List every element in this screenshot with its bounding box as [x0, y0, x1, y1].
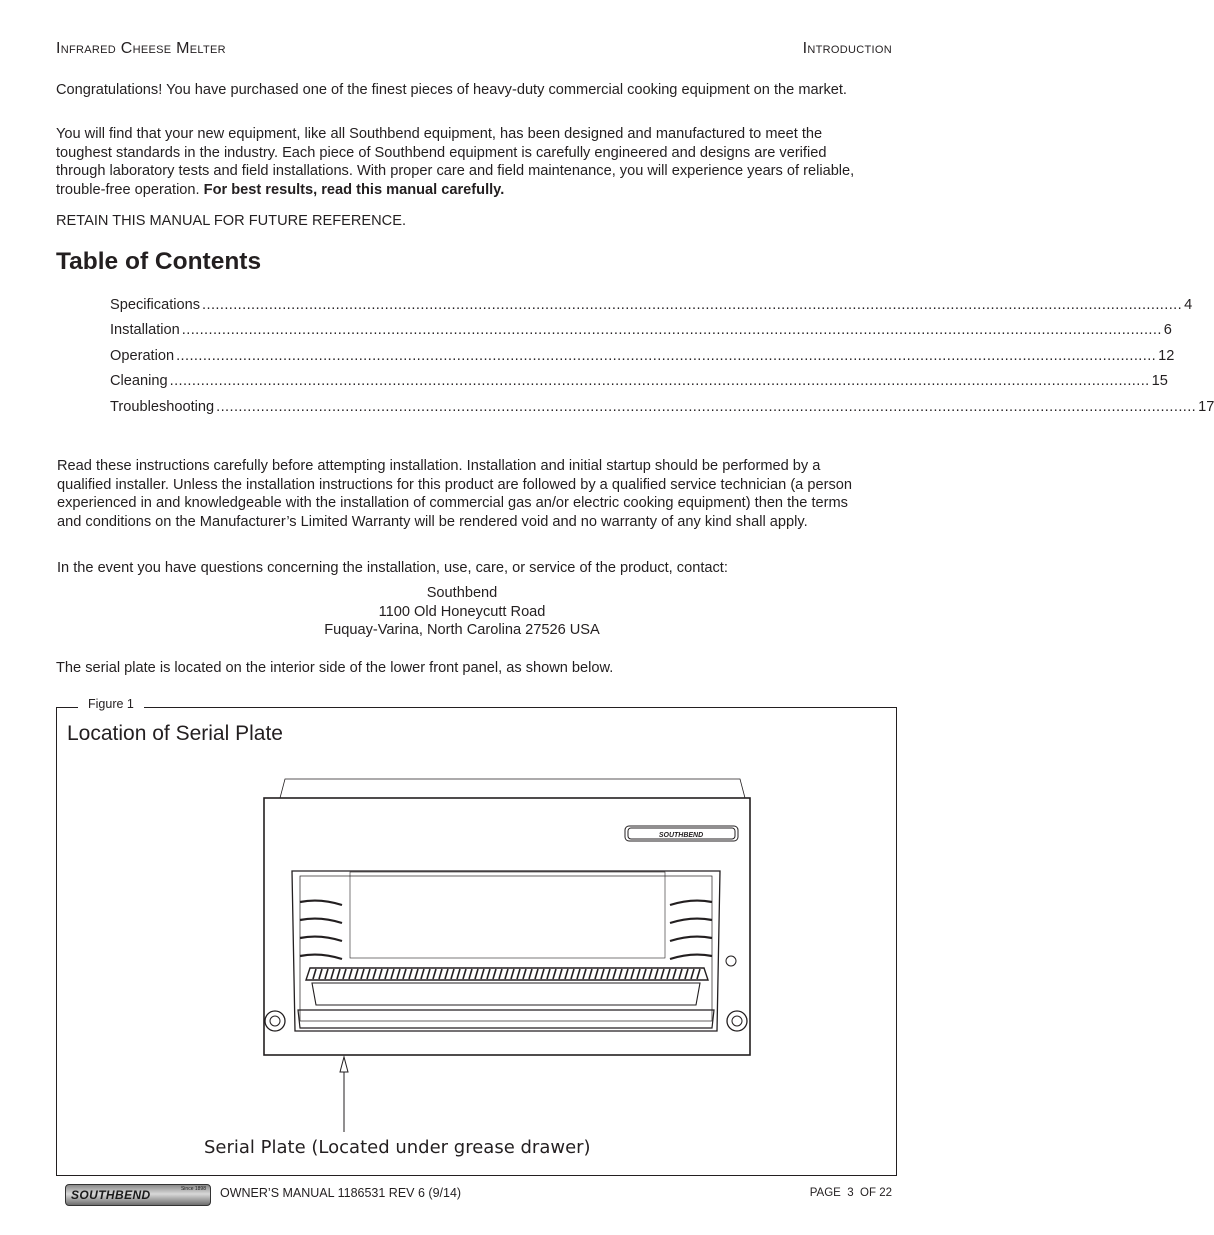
grid-bar — [463, 969, 466, 979]
grid-bar — [343, 969, 346, 979]
grid-bar — [613, 969, 616, 979]
grid-bar — [367, 969, 370, 979]
grid-bar — [631, 969, 634, 979]
figure-label: Figure 1 — [78, 697, 144, 711]
grid-bar — [625, 969, 628, 979]
grid-bar — [385, 969, 388, 979]
grid-bar — [331, 969, 334, 979]
toc-item-label: Troubleshooting — [110, 399, 215, 415]
grid-bar — [325, 969, 328, 979]
toc-leader-dots: ............................................................................................................................................................................................................................ — [202, 297, 1183, 313]
grid-bar — [619, 969, 622, 979]
header-right-title: Introduction — [802, 40, 892, 57]
toc-item-page: 4 — [1184, 297, 1193, 313]
grease-drawer — [312, 983, 700, 1005]
toc-leader-dots: ............................................................................................................................................................................................................................ — [181, 322, 1162, 338]
grid-bar — [523, 969, 526, 979]
install-paragraph: Read these instructions carefully before attempting installation. Installation and initial startup should be performed by a qualified installer. Unless the installation instructions for this product are followed by a qualified service technician (a person experienced in and knowledgeable with the installation of commercial gas an/or electric cooking equipment) then the terms and conditions on the Manufacturer’s Limited Warranty will be rendered void and no warranty of any kind shall apply. — [57, 458, 852, 530]
right-rack-rails — [670, 901, 712, 959]
grid-bar — [595, 969, 598, 979]
contact-paragraph: In the event you have questions concerning the installation, use, care, or service of the product, contact: — [57, 560, 728, 576]
address-line-city: Fuquay-Varina, North Carolina 27526 USA — [324, 622, 600, 639]
grid-bar — [607, 969, 610, 979]
serial-plate-callout: Serial Plate (Located under grease drawer) — [204, 1137, 591, 1158]
grid-bar — [355, 969, 358, 979]
footer-page-label: PAGE — [809, 1187, 841, 1199]
grid-bar — [349, 969, 352, 979]
intro-paragraph-1: Congratulations! You have purchased one of the finest pieces of heavy-duty commercial cooking equipment on the market. — [56, 82, 847, 98]
intro-paragraph-2-text: You will find that your new equipment, like all Southbend equipment, has been designed and manufactured to meet the toughest standards in the industry. Each piece of Southbend equipment is carefully engineered and designs are verified through laboratory tests and field installations. With proper care and field maintenance, you will experience years of reliable, trouble-free operation. — [56, 126, 855, 198]
grid-bar — [589, 969, 592, 979]
left-rack-rails — [300, 901, 342, 959]
grid-bar — [601, 969, 604, 979]
grid-bar — [583, 969, 586, 979]
nameplate-badge-text: SOUTHBEND — [658, 832, 704, 839]
grid-bar — [427, 969, 430, 979]
serial-plate-note: The serial plate is located on the interior side of the lower front panel, as shown below. — [56, 660, 614, 676]
grid-bar — [505, 969, 508, 979]
footer-manual-ref: OWNER’S MANUAL 1186531 REV 6 (9/14) — [220, 1186, 462, 1200]
footer-total-pages: 22 — [879, 1187, 892, 1199]
grid-bar — [487, 969, 490, 979]
grid-bar — [697, 969, 700, 979]
footer-page-number: 3 — [847, 1187, 854, 1199]
toc-item-page: 15 — [1151, 373, 1168, 389]
grid-bar — [391, 969, 394, 979]
address-line-company: Southbend — [426, 585, 498, 601]
left-control-knob — [265, 1011, 285, 1031]
toc-heading: Table of Contents — [56, 248, 262, 275]
grid-bar — [445, 969, 448, 979]
toc-item-page: 6 — [1163, 322, 1172, 338]
grid-bar — [559, 969, 562, 979]
oven-opening — [292, 871, 720, 1031]
grid-bar — [571, 969, 574, 979]
indicator-light — [726, 956, 736, 966]
grid-bar — [547, 969, 550, 979]
toc-item-page: 12 — [1158, 348, 1175, 364]
grid-bar — [433, 969, 436, 979]
grid-bar — [493, 969, 496, 979]
toc-item-label: Operation — [110, 348, 175, 364]
footer-logo-since: Since 1898 — [180, 1186, 206, 1192]
grid-bar — [379, 969, 382, 979]
grid-bar — [337, 969, 340, 979]
grid-bar — [373, 969, 376, 979]
grid-bar — [403, 969, 406, 979]
grid-bar — [655, 969, 658, 979]
grid-bar — [409, 969, 412, 979]
grid-bar — [313, 969, 316, 979]
grid-bar — [415, 969, 418, 979]
toc-leader-dots: ............................................................................................................................................................................................................................ — [169, 373, 1150, 389]
footer-page-info — [810, 1187, 892, 1199]
footer-logo — [65, 1184, 211, 1206]
grid-bar — [451, 969, 454, 979]
melter-top-lid — [280, 779, 745, 798]
grid-bar — [685, 969, 688, 979]
grid-bar — [679, 969, 682, 979]
footer-logo-text: SOUTHBEND — [71, 1188, 151, 1202]
intro-paragraph-2-bold: For best results, read this manual carefully. — [203, 181, 505, 198]
grid-bar — [577, 969, 580, 979]
grid-bar — [673, 969, 676, 979]
grid-bar — [553, 969, 556, 979]
grid-bar — [649, 969, 652, 979]
grid-bar — [499, 969, 502, 979]
grid-bar — [361, 969, 364, 979]
retain-notice: RETAIN THIS MANUAL FOR FUTURE REFERENCE. — [56, 213, 407, 229]
toc-item-page: 17 — [1198, 399, 1214, 415]
grid-bar — [541, 969, 544, 979]
footer-of-label: OF — [860, 1187, 876, 1199]
grid-bar — [421, 969, 424, 979]
callout-arrow-head — [340, 1057, 348, 1072]
grid-bar — [565, 969, 568, 979]
drawer-front-panel — [298, 1010, 714, 1028]
grid-bar — [517, 969, 520, 979]
figure-title: Location of Serial Plate — [67, 722, 283, 745]
toc-item-label: Cleaning — [110, 373, 168, 389]
grid-bar — [643, 969, 646, 979]
header-left-title: Infrared Cheese Melter — [56, 40, 226, 57]
grid-bar — [319, 969, 322, 979]
grid-bar — [481, 969, 484, 979]
grid-bar — [691, 969, 694, 979]
right-control-knob — [727, 1011, 747, 1031]
grid-bar — [457, 969, 460, 979]
address-line-street: 1100 Old Honeycutt Road — [378, 603, 546, 620]
grid-bar — [511, 969, 514, 979]
grid-bar — [439, 969, 442, 979]
grid-bar — [397, 969, 400, 979]
grid-bar — [475, 969, 478, 979]
toc-leader-dots: ............................................................................................................................................................................................................................ — [176, 348, 1157, 364]
toc-leader-dots: ............................................................................................................................................................................................................................ — [216, 399, 1197, 415]
toc-item-label: Specifications — [110, 297, 201, 313]
grid-bar — [661, 969, 664, 979]
grid-bar — [667, 969, 670, 979]
grid-bar — [535, 969, 538, 979]
grid-bar — [637, 969, 640, 979]
grid-bar — [529, 969, 532, 979]
grid-bar — [469, 969, 472, 979]
toc-item-label: Installation — [110, 322, 180, 338]
